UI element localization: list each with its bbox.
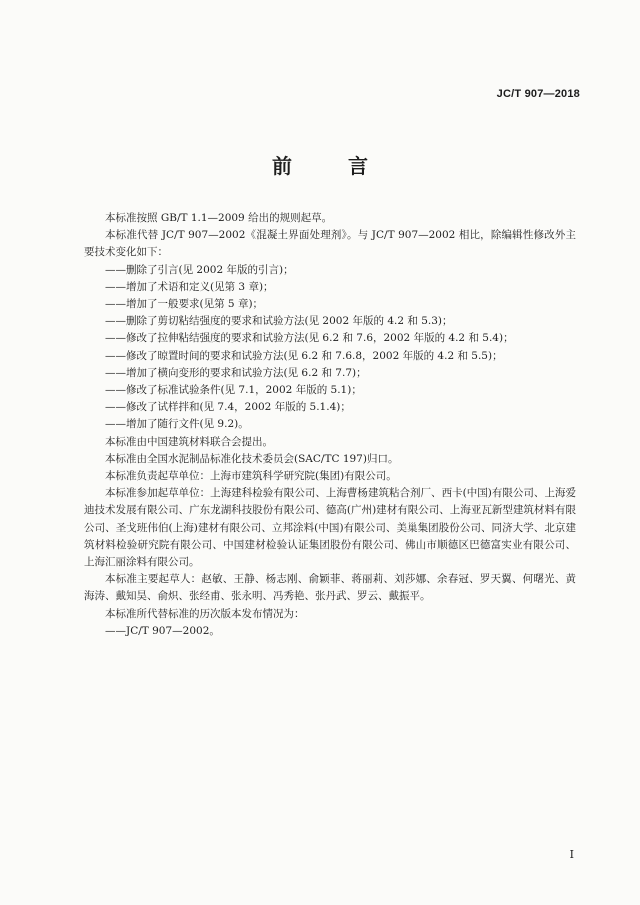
list-item-history: ——JC/T 907—2002。 (105, 624, 220, 637)
list-item: ——增加了一般要求(见第 5 章)； (105, 298, 264, 311)
paragraph-history-intro: 本标准所代替标准的历次版本发布情况为： (105, 607, 305, 620)
paragraph-lead-drafter: 本标准负责起草单位：上海市建筑科学研究院(集团)有限公司。 (105, 470, 397, 483)
list-item: ——修改了拉伸粘结强度的要求和试验方法(见 6.2 和 7.6，2002 年版的 4.2 和 5.4)； (105, 332, 514, 345)
paragraph-centralized-by: 本标准由全国水泥制品标准化技术委员会(SAC/TC 197)归口。 (105, 452, 399, 465)
paragraph-proposed-by: 本标准由中国建筑材料联合会提出。 (105, 435, 273, 448)
list-item: ——修改了标准试验条件(见 7.1，2002 年版的 5.1)； (105, 384, 362, 397)
paragraph-main-drafters: 本标准主要起草人：赵敏、王静、杨志刚、俞颖菲、蒋丽莉、刘莎娜、余春冠、罗天翼、何曙光、黄海涛、戴知昊、俞炽、张经甫、张永明、冯秀艳、张丹武、罗云、戴振平。 (84, 573, 576, 603)
standard-code: JC/T 907—2018 (496, 88, 580, 100)
page-title: 前 言 (272, 154, 386, 178)
page-number: I (569, 848, 574, 861)
foreword-body (84, 210, 576, 640)
list-item: ——删除了引言(见 2002 年版的引言)； (105, 263, 294, 276)
list-item: ——删除了剪切粘结强度的要求和试验方法(见 2002 年版的 4.2 和 5.3)； (105, 315, 453, 328)
paragraph-participating-units: 本标准参加起草单位：上海建科检验有限公司、上海曹杨建筑粘合剂厂、西卡(中国)有限公司、上海爱迪技术发展有限公司、广东龙湖科技股份有限公司、德高(广州)建材有限公司、上海亚瓦新型建筑材料有限公司、圣戈班伟伯(上海)建材有限公司、立邦涂料(中国)有限公司、美巢集团股份公司、同济大学、北京建筑材料检验研究院有限公司、中国建材检验认证集团股份有限公司、佛山市顺德区巴德富实业有限公司、上海汇丽涂料有限公司。 (84, 487, 576, 569)
list-item: ——增加了随行文件(见 9.2)。 (105, 418, 249, 431)
list-item: ——修改了晾置时间的要求和试验方法(见 6.2 和 7.6.8，2002 年版的 4.2 和 5.5)； (105, 349, 503, 362)
list-item: ——修改了试样拌和(见 7.4，2002 年版的 5.1.4)； (105, 401, 351, 414)
list-item: ——增加了横向变形的要求和试验方法(见 6.2 和 7.7)； (105, 366, 367, 379)
list-item: ——增加了术语和定义(见第 3 章)； (105, 280, 274, 293)
paragraph-replaces: 本标准代替 JC/T 907—2002《混凝土界面处理剂》。与 JC/T 907—2002 相比，除编辑性修改外主要技术变化如下： (84, 229, 576, 259)
paragraph-drafting-rules: 本标准按照 GB/T 1.1—2009 给出的规则起草。 (105, 212, 333, 224)
